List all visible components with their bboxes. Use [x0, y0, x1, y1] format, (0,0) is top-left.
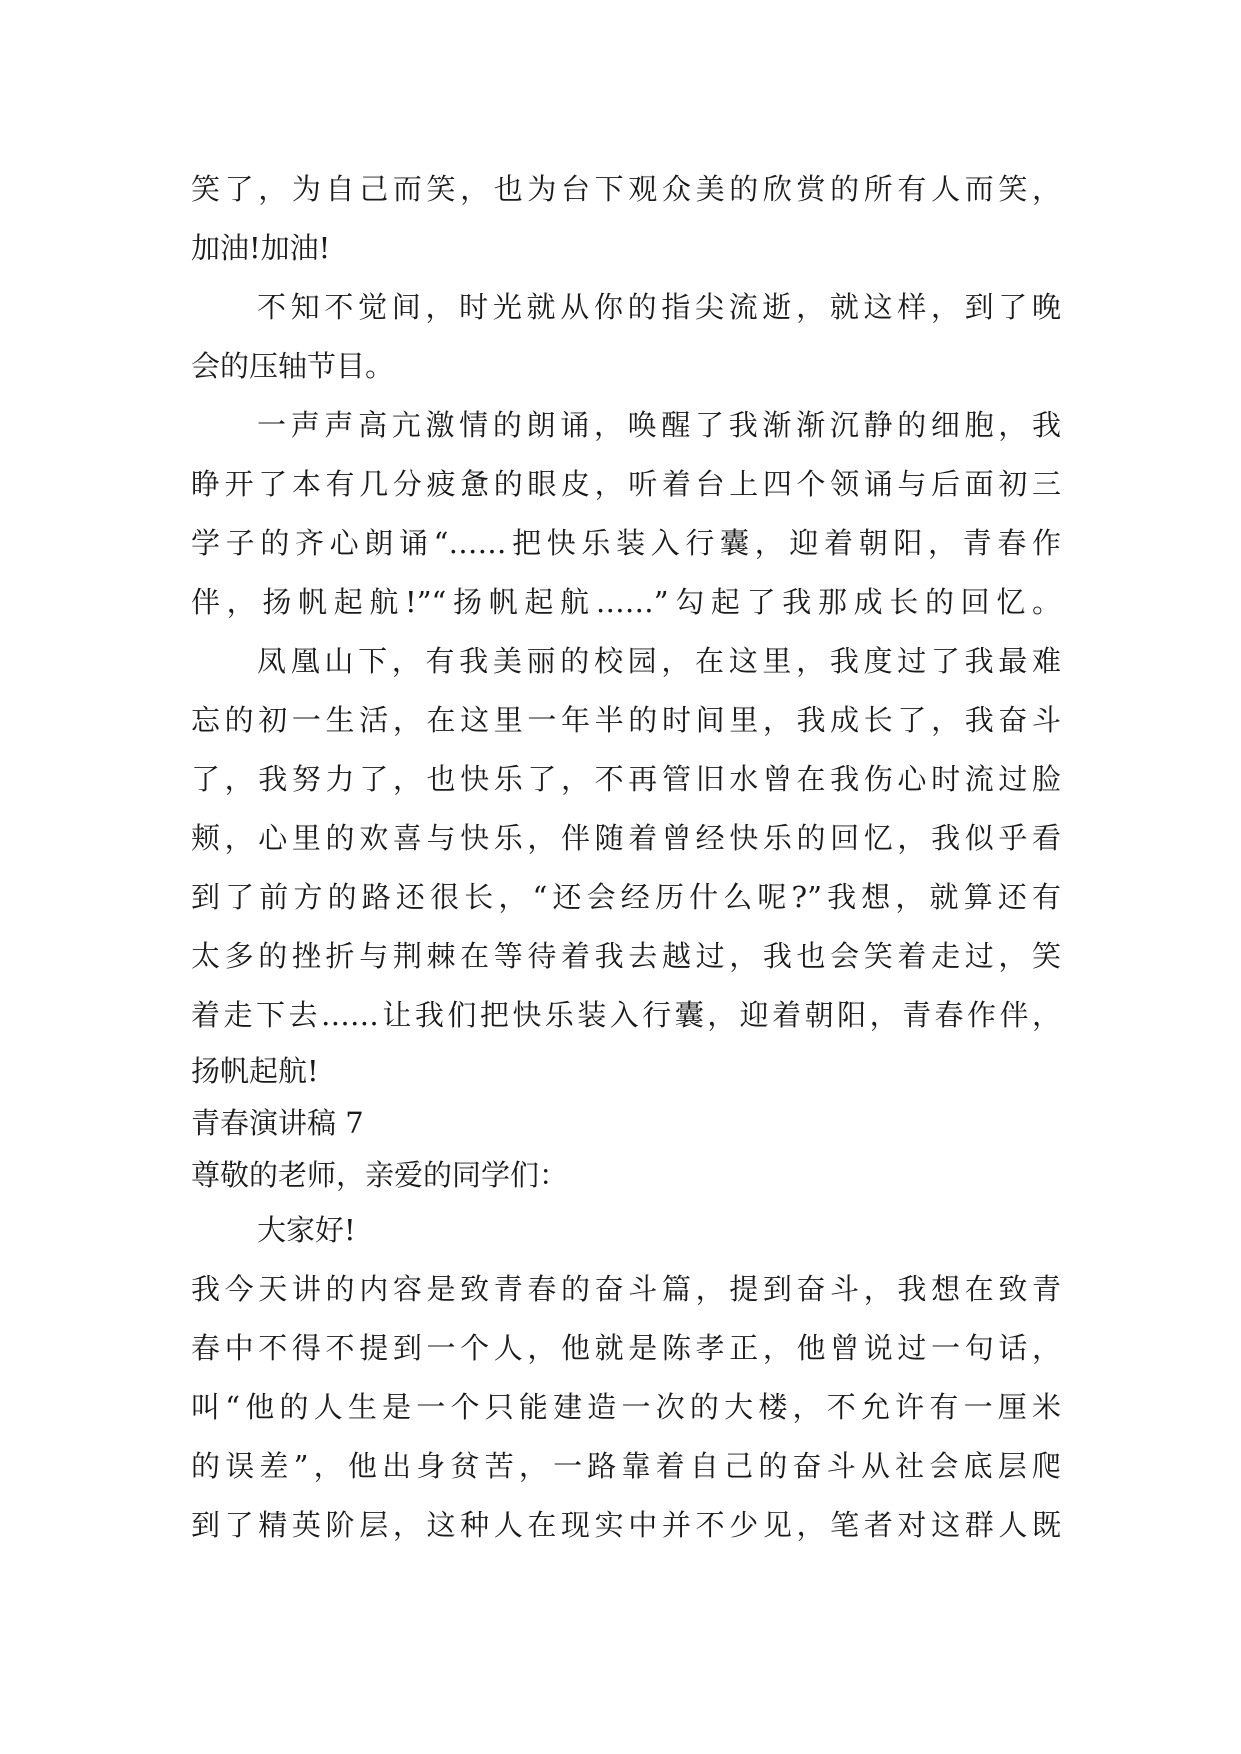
paragraph-line: 加油!加油! — [191, 231, 331, 265]
paragraph-line: 不知不觉间，时光就从你的指尖流逝，就这样，到了晚 — [257, 290, 1061, 324]
body-text — [191, 160, 1061, 1555]
greeting: 大家好! — [257, 1213, 356, 1247]
paragraph-line: 会的压轴节目。 — [191, 349, 395, 383]
paragraph-line: 的误差”，他出身贫苦，一路靠着自己的奋斗从社会底层爬 — [191, 1449, 1061, 1483]
paragraph-line: 春中不得不提到一个人，他就是陈孝正，他曾说过一句话， — [191, 1331, 1061, 1365]
paragraph-line: 笑了，为自己而笑，也为台下观众美的欣赏的所有人而笑， — [191, 172, 1061, 206]
paragraph-line: 到了前方的路还很长，“还会经历什么呢?”我想，就算还有 — [191, 880, 1061, 914]
paragraph-line: 了，我努力了，也快乐了，不再管旧水曾在我伤心时流过脸 — [191, 762, 1061, 796]
paragraph-line: 忘的初一生活，在这里一年半的时间里，我成长了，我奋斗 — [191, 703, 1061, 737]
paragraph-line: 叫“他的人生是一个只能建造一次的大楼，不允许有一厘米 — [191, 1390, 1061, 1424]
paragraph-line: 伴，扬帆起航!”“扬帆起航……”勾起了我那成长的回忆。 — [191, 585, 1061, 619]
paragraph-line: 睁开了本有几分疲惫的眼皮，听着台上四个领诵与后面初三 — [191, 467, 1061, 501]
paragraph-line: 学子的齐心朗诵“……把快乐装入行囊，迎着朝阳，青春作 — [191, 526, 1061, 560]
paragraph-line: 一声声高亢激情的朗诵，唤醒了我渐渐沉静的细胞，我 — [257, 408, 1061, 442]
paragraph-line: 凤凰山下，有我美丽的校园，在这里，我度过了我最难 — [257, 644, 1061, 678]
section-heading: 青春演讲稿 7 — [191, 1106, 364, 1140]
paragraph-line: 到了精英阶层，这种人在现实中并不少见，笔者对这群人既 — [191, 1508, 1061, 1542]
paragraph-line: 我今天讲的内容是致青春的奋斗篇，提到奋斗，我想在致青 — [191, 1272, 1061, 1306]
salutation: 尊敬的老师，亲爱的同学们： — [191, 1158, 569, 1192]
paragraph-line: 颊，心里的欢喜与快乐，伴随着曾经快乐的回忆，我似乎看 — [191, 821, 1061, 855]
paragraph-line: 扬帆起航! — [191, 1054, 319, 1088]
paragraph-line: 太多的挫折与荆棘在等待着我去越过，我也会笑着走过，笑 — [191, 939, 1061, 973]
paragraph-line: 着走下去……让我们把快乐装入行囊，迎着朝阳，青春作伴， — [191, 998, 1061, 1032]
